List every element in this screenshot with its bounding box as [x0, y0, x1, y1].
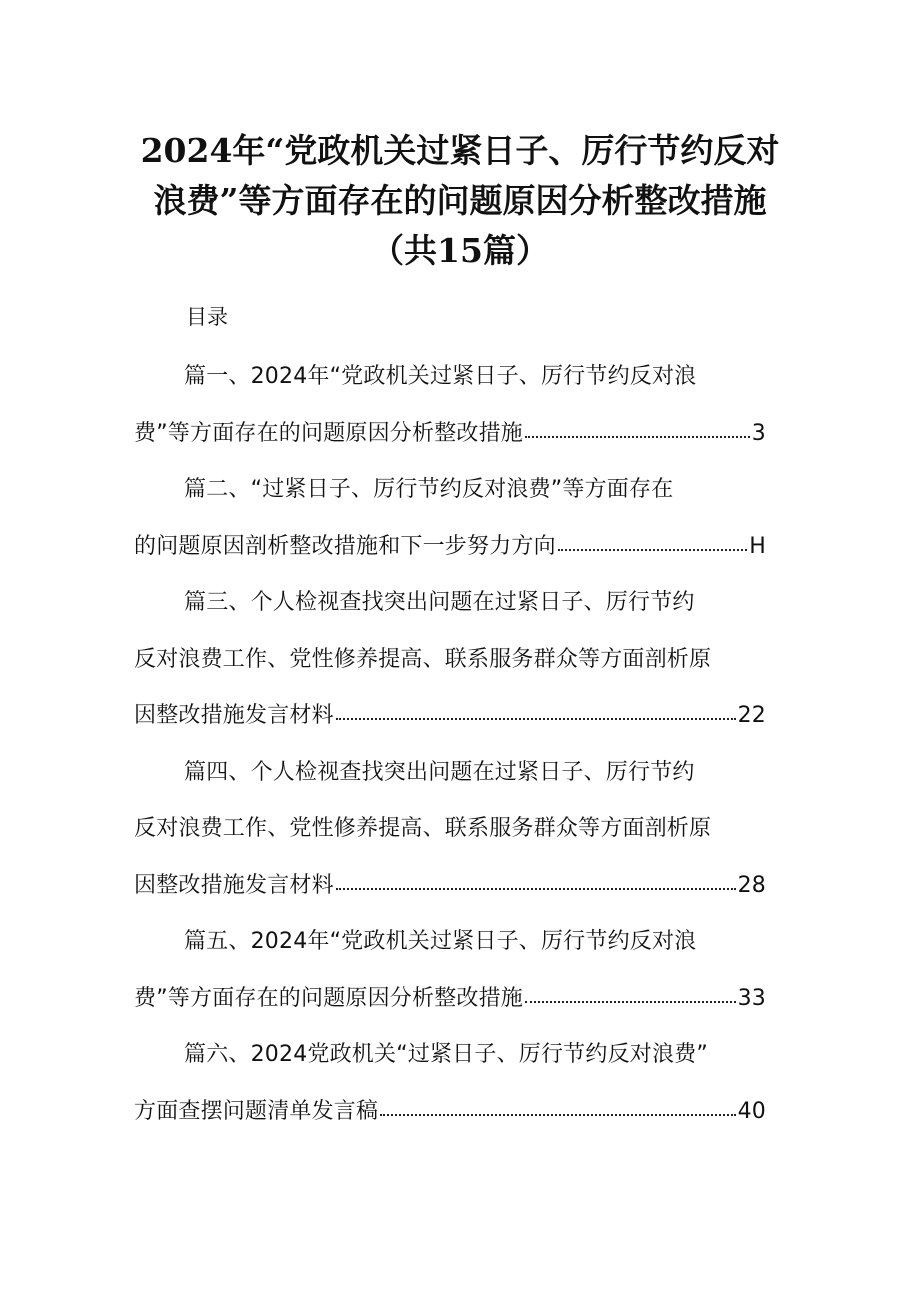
- dot-leader: [558, 528, 747, 552]
- dot-leader: [336, 867, 736, 891]
- toc-page-number: H: [749, 533, 766, 559]
- toc-entry-line: 反对浪费工作、党性修养提高、联系服务群众等方面剖析原: [134, 646, 712, 672]
- toc-page-number: 33: [737, 985, 766, 1011]
- toc-entry-last-line: [134, 519, 766, 576]
- toc-entry-line: 反对浪费工作、党性修养提高、联系服务群众等方面剖析原: [134, 816, 712, 841]
- toc-entry[interactable]: [134, 575, 766, 745]
- dot-leader: [525, 980, 736, 1004]
- toc-entry-line: 篇二、“过紧日子、厉行节约反对浪费”等方面存在: [184, 477, 674, 502]
- toc-entry-line: 篇三、个人检视查找突出问题在过紧日子、厉行节约: [184, 590, 695, 615]
- toc-heading: 目录: [186, 305, 228, 329]
- document-title: [120, 126, 800, 276]
- toc-entry-line: 篇一、2024年“党政机关过紧日子、厉行节约反对浪: [184, 364, 697, 389]
- toc-entry-text: 因整改措施发言材料: [134, 872, 334, 898]
- dot-leader: [380, 1093, 735, 1117]
- title-line: 浪费”等方面存在的问题原因分析整改措施: [153, 181, 767, 220]
- toc-entry[interactable]: [134, 462, 766, 575]
- title-line: 2024年“党政机关过紧日子、厉行节约反对: [140, 131, 780, 170]
- toc-page-number: 22: [737, 703, 766, 728]
- dot-leader: [525, 415, 750, 439]
- toc-page-number: 40: [737, 1098, 766, 1124]
- toc-entry[interactable]: [134, 1027, 766, 1140]
- toc-entry-line: 篇五、2024年“党政机关过紧日子、厉行节约反对浪: [184, 929, 697, 954]
- toc-entry-line: 篇四、个人检视查找突出问题在过紧日子、厉行节约: [184, 759, 695, 785]
- toc-entry-last-line: [134, 688, 766, 745]
- title-line: （共15篇）: [371, 231, 549, 270]
- toc-page-number: 28: [737, 872, 766, 898]
- toc-entry-last-line: [134, 858, 766, 915]
- toc-entry-last-line: [134, 971, 766, 1028]
- toc-entry-text: 方面查摆问题清单发言稿: [134, 1098, 379, 1124]
- toc-entry[interactable]: [134, 914, 766, 1027]
- toc-entry-text: 的问题原因剖析整改措施和下一步努力方向: [134, 533, 556, 559]
- toc-entry-text: 费”等方面存在的问题原因分析整改措施: [134, 420, 523, 446]
- toc-entry[interactable]: [134, 745, 766, 915]
- toc-entry-line: 篇六、2024党政机关“过紧日子、厉行节约反对浪费”: [184, 1042, 708, 1067]
- dot-leader: [336, 698, 736, 722]
- toc-entry-text: 费”等方面存在的问题原因分析整改措施: [134, 985, 523, 1011]
- toc-entry-last-line: [134, 1084, 766, 1141]
- toc-page-number: 3: [751, 420, 766, 446]
- table-of-contents: [134, 349, 766, 1140]
- toc-entry-last-line: [134, 406, 766, 463]
- toc-entry-text: 因整改措施发言材料: [134, 703, 334, 728]
- toc-entry[interactable]: [134, 349, 766, 462]
